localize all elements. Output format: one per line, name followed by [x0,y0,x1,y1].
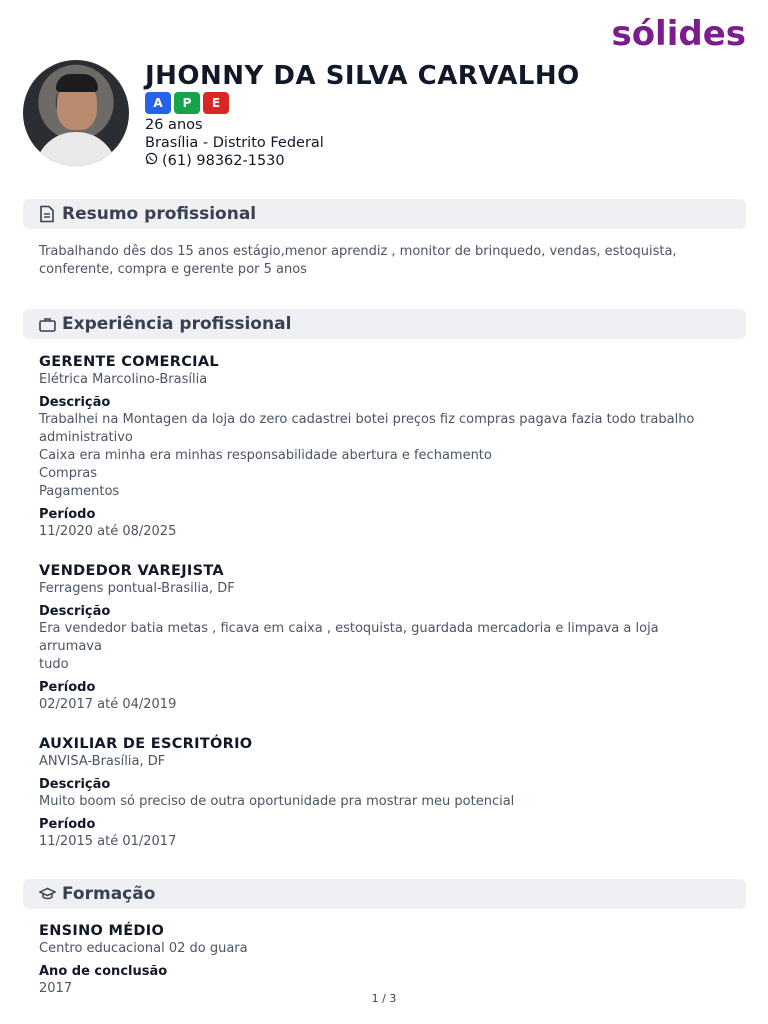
job-company: Elétrica Marcolino-Brasília [39,372,208,387]
candidate-phone: (61) 98362-1530 [162,153,285,169]
job-entry-2 [39,562,729,714]
job-title: AUXILIAR DE ESCRITÓRIO [39,736,253,752]
candidate-age: 26 anos [145,117,203,133]
education-entry [39,922,729,998]
education-section-header [23,879,746,909]
profile-header [145,60,580,170]
job-entry-1 [39,353,729,541]
experience-heading: Experiência profissional [62,314,292,334]
period-label: Período [39,507,96,522]
summary-heading: Resumo profissional [62,204,257,224]
document-icon [38,205,56,223]
experience-section-header [23,309,746,339]
avatar [23,60,129,166]
candidate-name: JHONNY DA SILVA CARVALHO [145,61,580,91]
education-school: Centro educacional 02 do guara [39,941,248,956]
job-period: 11/2020 até 08/2025 [39,524,177,539]
summary-line: conferente, compra e gerente por 5 anos [39,262,307,277]
job-company: ANVISA-Brasília, DF [39,754,166,769]
job-description-line: Era vendedor batia metas , ficava em caixa , estoquista, guardada mercadoria e limpava a loja [39,621,659,636]
job-description-line: administrativo [39,430,133,445]
job-description-line: Compras [39,466,98,481]
briefcase-icon [38,315,56,333]
period-label: Período [39,817,96,832]
candidate-phone-row [145,152,580,170]
whatsapp-icon [145,152,158,170]
candidate-location: Brasília - Distrito Federal [145,135,324,151]
badge-p: P [174,92,200,114]
job-title: VENDEDOR VAREJISTA [39,563,224,579]
job-period: 11/2015 até 01/2017 [39,834,177,849]
education-level: ENSINO MÉDIO [39,923,165,939]
description-label: Descrição [39,777,111,792]
completion-year: 2017 [39,981,73,996]
job-entry-3 [39,735,729,851]
completion-year-label: Ano de conclusão [39,964,168,979]
period-label: Período [39,680,96,695]
badge-a: A [145,92,171,114]
job-description-line: Caixa era minha era minhas responsabilidade abertura e fechamento [39,448,492,463]
description-label: Descrição [39,395,111,410]
job-description-line: tudo [39,657,69,672]
job-title: GERENTE COMERCIAL [39,354,219,370]
summary-section-header [23,199,746,229]
description-label: Descrição [39,604,111,619]
education-heading: Formação [62,884,156,904]
profile-badges [145,92,580,114]
job-description-line: arrumava [39,639,102,654]
graduation-cap-icon [38,885,56,903]
page-number: 1 / 3 [371,992,397,1005]
job-description-line: Muito boom só preciso de outra oportunidade pra mostrar meu potencial [39,794,515,809]
badge-e: E [203,92,229,114]
summary-line: Trabalhando dês dos 15 anos estágio,menor aprendiz , monitor de brinquedo, vendas, estoquista, [39,244,677,259]
job-description-line: Pagamentos [39,484,120,499]
solides-logo: sólides [611,14,746,54]
job-company: Ferragens pontual-Brasilia, DF [39,581,235,596]
summary-text [39,243,729,279]
job-period: 02/2017 até 04/2019 [39,697,177,712]
job-description-line: Trabalhei na Montagen da loja do zero cadastrei botei preços fiz compras pagava fazia todo trabalho [39,412,695,427]
